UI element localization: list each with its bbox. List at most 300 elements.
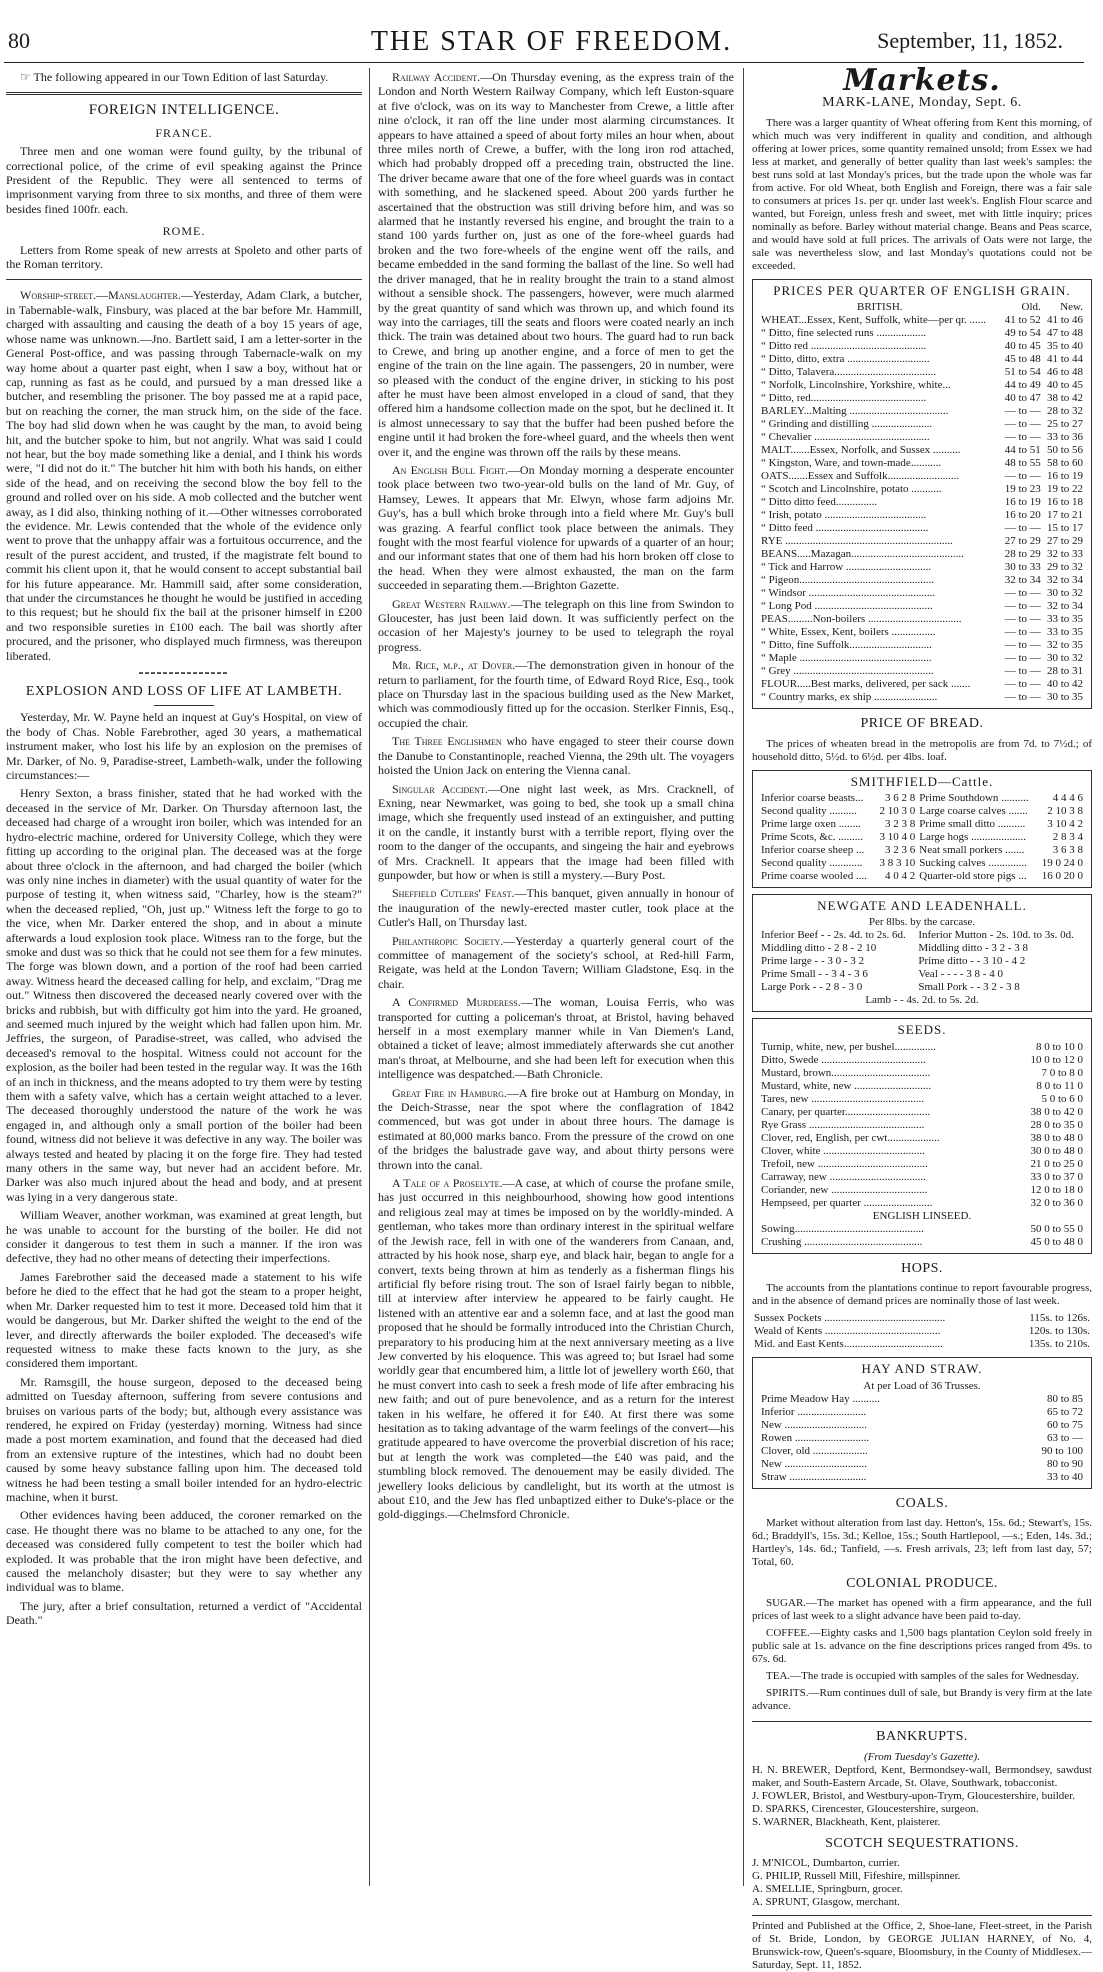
table-cell: Inferior coarse beasts... xyxy=(761,792,864,805)
table-cell: 41 to 52 xyxy=(1004,314,1041,327)
table-cell: Ditto, Swede ...................................... xyxy=(761,1053,926,1066)
table-cell: 28 to 32 xyxy=(1046,405,1083,418)
table-cell: Rye Grass .......................................... xyxy=(761,1118,925,1131)
table-cell: PEAS.........Non-boilers .................................. xyxy=(761,613,962,626)
table-row xyxy=(759,574,1085,587)
table-cell: 80 to 85 xyxy=(1046,1392,1083,1405)
table-row xyxy=(759,1054,1085,1067)
table-row xyxy=(752,1312,1092,1325)
table-row xyxy=(759,691,1085,704)
table-cell: 41 to 44 xyxy=(1046,353,1083,366)
article-paragraph: SUGAR.—The market has opened with a firm appearance, and the full prices of last week to a slight advance have been paid to-day. xyxy=(752,1597,1092,1623)
list-item: D. SPARKS, Cirencester, Gloucestershire, surgeon. xyxy=(752,1802,979,1815)
table-cell: “ Ditto, red.......................................... xyxy=(761,392,927,405)
table-cell: 28 to 31 xyxy=(1046,665,1083,678)
section-heading: EXPLOSION AND LOSS OF LIFE AT LAMBETH. xyxy=(25,684,343,700)
table-row xyxy=(759,1458,1085,1471)
newgate-rows xyxy=(759,929,1085,994)
table-cell: Hempseed, per quarter ......................... xyxy=(761,1196,933,1209)
table-row xyxy=(759,1132,1085,1145)
table-cell: 50 0 to 55 0 xyxy=(1030,1222,1083,1235)
article-paragraph: SPIRITS.—Rum continues dull of sale, but Brandy is very firm at the late advance. xyxy=(752,1687,1092,1713)
table-cell: — to — xyxy=(1004,639,1041,652)
hay-table xyxy=(759,1393,1085,1484)
table-cell: 46 to 48 xyxy=(1046,366,1083,379)
article-paragraph: Yesterday, Mr. W. Payne held an inquest at Guy's Hospital, on view of the body of Chas. Noble Farebrother, aged 30 years, a mathematical instrument maker, who lost his life by an explosion on the premises of Mr. Darker, of No. 9, Paradise-street, Lambeth-walk, under the following circumstances:— xyxy=(6,710,362,783)
column-2 xyxy=(378,70,734,1526)
table-row xyxy=(759,561,1085,574)
table-row xyxy=(759,1158,1085,1171)
table-cell: Prime small ditto .......... xyxy=(919,818,1026,831)
table-cell: “ White, Essex, Kent, boilers ................ xyxy=(761,626,936,639)
box-heading: SMITHFIELD—Cattle. xyxy=(850,773,994,789)
table-row xyxy=(759,392,1085,405)
table-cell: 8 0 to 11 0 xyxy=(1036,1079,1083,1092)
table-cell: OATS.......Essex and Suffolk.......................... xyxy=(761,470,960,483)
table-cell: Canary, per quarter............................... xyxy=(761,1105,931,1118)
article-paragraph xyxy=(378,934,734,992)
linseed-table xyxy=(759,1223,1085,1249)
table-cell: 12 0 to 18 0 xyxy=(1030,1183,1083,1196)
list-item: A. SPRUNT, Glasgow, merchant. xyxy=(752,1896,900,1909)
table-row xyxy=(759,870,1085,883)
table-cell: 49 to 54 xyxy=(1004,327,1041,340)
table-cell: Neat small porkers ....... xyxy=(919,844,1025,857)
article-body: —A case, at which of course the profane smile, has just occurred in this neighbourhood, showing how good intentions and religious zeal may at times be imposed on by the worldly-minded. A gentleman, who takes more than ordinary interest in the spiritual welfare of the Jewish race, fell in with one of the wanderers from Canaan, and, attracted by his hook nose, sharp eye, and black hair, began to angle for a convert, texts being thrown at him as tenderly as a fisherman flings his artificial fly before rising trout. The son of Israel fairly began to nibble, till at interview after interview he appeared to be fairly caught. He listened with an attentive ear and a solemn face, and at last the good man proposed that he should be formally introduced into the Christian Church, preparatory to his producing him at the next anniversary meeting as a live Jew converted by his eloquence. This was agreed to; but Israel had some worldly gear that encumbered him, a little lot of jewellery worth £60, that he must convert into cash to seek a fresh mode of life after embracing his new faith; and out of pure benevolence, and as a return for the interest taken in his welfare, he offered it for £40. At first there was some hesitation as to taking advantage of the warm feelings of the convert—his gratitude appeared to have overcome the proverbial discretion of his race; but at length the work was completed—the £40 was paid, and the stumbling block removed. The denouement may be easily divided. The jewellery looks delicious by candlelight, but its worth at the utmost is about £10, and the Jew has fled unbaptized either to Duke's-place or the gold-diggings.—Chelmsford Chronicle. xyxy=(378,1176,734,1522)
table-cell: 41 to 46 xyxy=(1046,314,1083,327)
table-row xyxy=(752,1325,1092,1338)
table-row xyxy=(759,522,1085,535)
table-cell: 80 to 90 xyxy=(1046,1457,1083,1470)
table-cell: Large coarse calves ....... xyxy=(919,805,1028,818)
table-cell: “ Ditto, fine Suffolk.............................. xyxy=(761,639,932,652)
box-subheading: ENGLISH LINSEED. xyxy=(872,1209,972,1222)
table-row xyxy=(759,548,1085,561)
table-cell: “ Grinding and distilling ...................... xyxy=(761,418,933,431)
table-row xyxy=(759,665,1085,678)
table-row xyxy=(759,942,1085,955)
table-row xyxy=(759,457,1085,470)
divider xyxy=(154,705,214,706)
table-cell: Coriander, new ................................... xyxy=(761,1183,928,1196)
article-paragraph: Henry Sexton, a brass finisher, stated that he had worked with the deceased in the service of Mr. Darker. On Thursday afternoon last, the deceased had charge of a wrought iron boiler, which was intended for an hydro-electric machine, ordered for University College, which they were fitting up according to the original plan. The deceased was at the forge about three o'clock in the afternoon, and had charged the boiler (which was only nine inches in diameter) with the usual quantity of water for the purpose of testing it, when witness said, "Charley, how is the steam?" when the deceased replied, "Oh, just up." Witness left the forge to go to the vice, when Mr. Darker entered the shop, and in about a minute afterwards a loud explosion took place. Witness ran to the forge, but the smoke and dust was so thick that he could not see them for a few minutes. The forge was blown down, and a portion of the roof had been carried away. Witness heard the deceased calling for help, and exclaim, "Drag me out." Witness then discovered the deceased nearly covered over with the bricks and rubbish, but with difficulty got him into the yard. He groaned, and seemed much injured by the weight which had fallen upon him. Mr. Jeffries, the surgeon, of Paradise-street, was called, who advised the deceased's removal to the hospital. Witness could not account for the explosion, as the boiler had been tested in the regular way. It was the 16th of an inch in thickness, and the means adopted to try them were by testing them with a safety valve, which has a certain weight attached to a lever. The deceased thoroughly understood the nature of the work he was engaged in, and although only a small portion of the boiler had been found, witness did not believe it was defective in any way. The boiler was always tested and heated by placing it on the forge fire. They had tested many others in the same way, but never had an accident before. Mr. Darker was also much injured about the head and body, and at present was lying in a very dangerous state. xyxy=(6,786,362,1204)
table-cell: 33 to 35 xyxy=(1046,613,1083,626)
table-cell: — to — xyxy=(1004,691,1041,704)
section-heading: PRICE OF BREAD. xyxy=(860,716,984,732)
section-heading: COALS. xyxy=(895,1495,949,1511)
table-row xyxy=(759,1223,1085,1236)
table-row xyxy=(759,1445,1085,1458)
article-paragraph xyxy=(378,1176,734,1522)
hops-rows xyxy=(752,1312,1092,1351)
table-cell: “ Kingston, Ware, and town-made........... xyxy=(761,457,942,470)
table-cell: 33 to 35 xyxy=(1046,626,1083,639)
table-row xyxy=(759,968,1085,981)
table-cell: “ Norfolk, Lincolnshire, Yorkshire, white... xyxy=(761,379,951,392)
article-body: who have engaged to steer their course down the Danube to Constantinople, reached Vienna, the 29th ult. The voyagers hoisted the Union Jack on entering the Vienna canal. xyxy=(378,734,734,778)
table-cell: 3 8 3 10 xyxy=(879,857,916,870)
hay-rows xyxy=(759,1393,1085,1484)
section-heading: HOPS. xyxy=(901,1260,943,1276)
table-row xyxy=(759,639,1085,652)
table-row xyxy=(759,327,1085,340)
table-cell: Prime Meadow Hay .......... xyxy=(761,1392,880,1405)
table-cell: Inferior Mutton - 2s. 10d. to 3s. 0d. xyxy=(918,929,1074,942)
table-cell: New .............................. xyxy=(761,1457,868,1470)
article-body: —One night last week, as Mrs. Cracknell, of Exning, near Newmarket, was going to bed, she took up a small china image, which she frequently used instead of an extinguisher, and putting it on the candle, it instantly burst with a terrible report, flying over the room to the danger of the occupants, and singeing the hair and eyebrows of Mrs. Cracknell. It appears that the image had been filled with gunpowder, but how or when is still a mystery.—Bury Post. xyxy=(378,781,734,882)
newspaper-title: THE STAR OF FREEDOM. xyxy=(370,26,733,57)
table-cell: 10 0 to 12 0 xyxy=(1030,1053,1083,1066)
table-cell: Sowing............................................... xyxy=(761,1222,924,1235)
article-paragraph: The accounts from the plantations continue to report favourable progress, and in the absence of demand prices are nominally those of last week. xyxy=(752,1282,1092,1308)
seeds-box xyxy=(752,1018,1092,1253)
subheading: FRANCE. xyxy=(155,125,213,140)
table-row xyxy=(759,535,1085,548)
table-row xyxy=(759,379,1085,392)
table-row xyxy=(759,981,1085,994)
article-paragraph: Market without alteration from last day. Hetton's, 15s. 6d.; Stewart's, 15s. 6d.; Braddyll's, 15s. 3d.; Kelloe, 15s.; South Hartlepool, —s.; Eden, 14s. 3d.; Hartley's, 14s. 6d.; Tanfield, —s. Fresh arrivals, 23; left from last day, 57; Total, 60. xyxy=(752,1517,1092,1569)
article-paragraph: William Weaver, another workman, was examined at great length, but he was unable to account for the bursting of the boiler. He did not consider it dangerous to test them in such a manner. If the iron was defective, they had no other means of detecting their imperfections. xyxy=(6,1208,362,1266)
table-cell: — to — xyxy=(1004,613,1041,626)
table-row xyxy=(759,818,1085,831)
table-cell: 25 to 27 xyxy=(1046,418,1083,431)
article-paragraph: James Farebrother said the deceased made a statement to his wife before he died to the effect that he had got the steam to a proper height, when Mr. Darker requested him to test it more. Deceased told him that it would be dangerous, but Mr. Darker shifted the weight to the end of the lever, and directly afterwards the boiler exploded. The deceased's wife requested witness to make these facts known to the jury, as she considered them important. xyxy=(6,1269,362,1371)
table-cell: 65 to 72 xyxy=(1046,1405,1083,1418)
table-cell: Clover, red, English, per cwt................... xyxy=(761,1131,940,1144)
table-cell: 28 to 29 xyxy=(1004,548,1041,561)
table-cell: Mustard, brown.................................... xyxy=(761,1066,931,1079)
table-row xyxy=(759,1080,1085,1093)
seeds-rows xyxy=(759,1041,1085,1210)
article-lead: Philanthropic Society. xyxy=(392,933,504,948)
table-row xyxy=(759,418,1085,431)
lamb-price: Lamb - - 4s. 2d. to 5s. 2d. xyxy=(865,994,979,1007)
markets-title: Markets. xyxy=(843,63,1001,98)
table-row xyxy=(759,1471,1085,1484)
table-cell: BEANS.....Mazagan......................................... xyxy=(761,548,964,561)
table-cell: “ Ditto ditto feed............... xyxy=(761,496,878,509)
box-heading: NEWGATE AND LEADENHALL. xyxy=(817,898,1027,914)
table-cell: 63 to — xyxy=(1046,1431,1083,1444)
table-cell: 30 to 35 xyxy=(1046,691,1083,704)
table-cell: 32 to 33 xyxy=(1046,548,1083,561)
article-lead: Great Western Railway. xyxy=(392,596,511,611)
article-paragraph xyxy=(378,734,734,777)
article-paragraph xyxy=(378,658,734,730)
table-cell: 16 to 20 xyxy=(1004,509,1041,522)
table-cell: Weald of Kents .......................................... xyxy=(754,1325,941,1338)
article-body: —The woman, Louisa Ferris, who was transported for cutting a policeman's throat, at Bristol, having behaved herself in a most exemplary manner while in Van Diemen's Land, obtained a ticket of leave; almost immediately afterwards she cut another man's throat, at Melbourne, and she had been left for execution when this intelligence was despatched.—Bath Chronicle. xyxy=(378,995,735,1082)
table-cell: 2 10 3 0 xyxy=(879,805,916,818)
table-cell: “ Scotch and Lincolnshire, potato ........... xyxy=(761,483,942,496)
table-row xyxy=(759,613,1085,626)
subheading: ROME. xyxy=(162,224,206,239)
table-cell: 15 to 17 xyxy=(1046,522,1083,535)
grain-prices-box xyxy=(752,279,1092,709)
table-cell: BARLEY...Malting .................................... xyxy=(761,405,949,418)
table-cell: Prime large oxen ........ xyxy=(761,818,861,831)
table-cell: 4 0 4 2 xyxy=(885,870,916,883)
table-cell: New .............................. xyxy=(761,1418,868,1431)
table-cell: Tares, new ......................................... xyxy=(761,1092,924,1105)
table-cell: Inferior Beef - - 2s. 4d. to 2s. 6d. xyxy=(761,929,906,942)
hay-box xyxy=(752,1357,1092,1488)
table-row xyxy=(759,1106,1085,1119)
article-body: —The telegraph on this line from Swindon to Gloucester, has just been laid down. It was sufficiently perfect on the occasion of her Majesty's journey to be used to telegraph the royal progress. xyxy=(378,596,734,654)
table-cell: 29 to 32 xyxy=(1046,561,1083,574)
table-cell: “ Maple ................................................ xyxy=(761,652,932,665)
article-paragraph: Three men and one woman were found guilty, by the tribunal of correctional police, of the crime of evil speaking against the Prince President of the Republic. They were all sentenced to terms of imprisonment varying from three to six months, and three of them were besides fined 100fr. each. xyxy=(6,144,362,216)
article-paragraph: The prices of wheaten bread in the metropolis are from 7d. to 7½d.; of household ditto, 5½d. to 6½d. per 4lbs. loaf. xyxy=(752,737,1092,763)
table-cell: 19 to 22 xyxy=(1046,483,1083,496)
box-heading: PRICES PER QUARTER OF ENGLISH GRAIN. xyxy=(773,282,1071,298)
table-cell: Inferior coarse sheep ... xyxy=(761,844,865,857)
table-cell: Straw ............................ xyxy=(761,1470,867,1483)
table-cell: Veal - - - - 3 8 - 4 0 xyxy=(918,968,1003,981)
list-item: G. PHILIP, Russell Mill, Fifeshire, millspinner. xyxy=(752,1870,961,1883)
table-cell: 17 to 21 xyxy=(1046,509,1083,522)
article-body: —A fire broke out at Hamburg on Monday, in the Deich-Strasse, near the spot where the conflagration of 1842 commenced, but was got under in about three hours. The damage is estimated at 80,000 marks banco. From the pressure of the crowd on one of the bridges the balustrade gave way, and about thirty persons were thrown into the canal. xyxy=(378,1085,734,1172)
article-body: —The demonstration given in honour of the return to parliament, for the fourth time, of Edward Royd Rice, Esq., took place on Thursday last in the spacious building used as the New Market, which was commodiously fitted up for the occasion. Sterlker Finnis, Esq., occupied the chair. xyxy=(378,658,734,730)
table-cell: 45 to 48 xyxy=(1004,353,1041,366)
table-row xyxy=(752,1338,1092,1351)
table-row xyxy=(759,1236,1085,1249)
table-cell: Sussex Pockets ............................................ xyxy=(754,1312,946,1325)
table-cell: — to — xyxy=(1004,418,1041,431)
table-row xyxy=(759,444,1085,457)
article-paragraph: Letters from Rome speak of new arrests at Spoleto and other parts of the Roman territory. xyxy=(6,242,362,272)
table-cell: 60 to 75 xyxy=(1046,1418,1083,1431)
table-cell: 45 0 to 48 0 xyxy=(1030,1235,1083,1248)
table-cell: 30 0 to 48 0 xyxy=(1030,1144,1083,1157)
table-row xyxy=(759,1184,1085,1197)
table-cell: — to — xyxy=(1004,587,1041,600)
table-row xyxy=(759,1093,1085,1106)
table-row xyxy=(759,366,1085,379)
table-row xyxy=(759,955,1085,968)
table-cell: “ Pigeon................................................. xyxy=(761,574,934,587)
bankrupts-list xyxy=(752,1764,1092,1829)
table-row xyxy=(759,678,1085,691)
article-paragraph xyxy=(378,597,734,655)
table-cell: — to — xyxy=(1004,652,1041,665)
newgate-table xyxy=(759,929,1085,994)
article-lead: Worship-street.—Manslaughter. xyxy=(20,288,181,303)
article-body: —This banquet, given annually in honour of the inauguration of the newly-erected master cutler, took place at the Cutler's Hall, on Thursday last. xyxy=(378,886,734,930)
table-cell: 16 to 19 xyxy=(1004,496,1041,509)
table-cell: Second quality ............ xyxy=(761,857,863,870)
table-row xyxy=(759,483,1085,496)
table-cell: Clover, white ..................................... xyxy=(761,1144,925,1157)
table-row xyxy=(759,1041,1085,1054)
article-lead: Singular Accident. xyxy=(392,781,488,796)
table-cell: 7 0 to 8 0 xyxy=(1041,1066,1083,1079)
masthead xyxy=(0,0,1103,60)
table-cell: 47 to 48 xyxy=(1046,327,1083,340)
table-cell: 30 to 32 xyxy=(1046,587,1083,600)
table-cell: 3 2 3 8 xyxy=(885,818,916,831)
table-cell: “ Ditto, Talavera..................................... xyxy=(761,366,936,379)
table-cell: 19 0 24 0 xyxy=(1041,857,1083,870)
table-cell: 2 8 3 4 xyxy=(1052,831,1083,844)
table-cell: 50 to 56 xyxy=(1046,444,1083,457)
article-paragraph: Mr. Ramsgill, the house surgeon, deposed to the deceased being admitted on Tuesday afternoon, suffering from severe contusions and bruises on various parts of the body; but, although every assistance was rendered, he expired on Friday (yesterday) morning. Witness had since made a post mortem examination, and found that the deceased had died from an extensive rupture of the intestines, which had no doubt been caused by some heavy substance falling upon him. The deceased told witness he had been testing a small boiler intended for an hydro-electric machine, when it burst. xyxy=(6,1374,362,1504)
article-body: —On Thursday evening, as the express train of the London and North Western Railway Company, which left Euston-square at five o'clock, was on its way to Manchester from Crewe, a little after nine o'clock, it ran off the line under most alarming circumstances. It appears to have attained a speed of about forty miles an hour when, about three miles north of Crewe, a buffer, with the long iron rod attached, which had probably dropped off a preceding train, obstructed the line. The driver became aware that one of the fore wheel guards was in contact with something, and he slackened speed. About 200 yards further he ascertained that the obstruction was still driving before him, and was so alarmed that he instantly reversed his engine, and brought the train to a stand 100 yards further on, just as one of the fore-wheel guards had broken and the two fore-wheels of the engine went off the rails, and became embedded in the sand forming the ballast of the line. So well had the driver managed, that he in reality brought the train to a stand almost without a sensible shock. The passengers, however, were much alarmed by the great quantity of sand which was thrown up, and which found its way into the carriages, till the seats and floors were coated nearly an inch thick. The train was detained about two hours. The guard had to run back to Crewe, and bring up another engine, and a force of men to get the engine of the train on the line again. The passengers, 20 in number, were so pleased with the conduct of the engine driver, in sticking to his post after he must have been almost enveloped in a cloud of sand, that they offered him a handsome collection made on the spot, but he declined it. It is almost unnecessary to say that the buffer had been pushed before the engine until it had broken the fore-wheel guard, and the wheels then went over it, and the engine was thrown off the rails by these means. xyxy=(378,70,734,459)
column-divider xyxy=(743,68,744,1886)
table-cell: Inferior ......................... xyxy=(761,1405,867,1418)
table-cell: MALT.......Essex, Norfolk, and Sussex .......... xyxy=(761,444,961,457)
table-cell: 48 to 55 xyxy=(1004,457,1041,470)
table-row xyxy=(759,626,1085,639)
hops-table xyxy=(752,1312,1092,1351)
table-cell: 16 0 20 0 xyxy=(1041,870,1083,883)
table-row xyxy=(759,1119,1085,1132)
table-cell: Rowen ........................... xyxy=(761,1431,870,1444)
table-cell: 16 to 18 xyxy=(1046,496,1083,509)
table-cell: Sucking calves .............. xyxy=(919,857,1027,870)
box-subheading: (From Tuesday's Gazette). xyxy=(864,1750,980,1763)
table-cell: FLOUR.....Best marks, delivered, per sack ....... xyxy=(761,678,971,691)
table-row xyxy=(759,844,1085,857)
article-paragraph xyxy=(378,463,734,593)
table-cell: “ Windsor .............................................. xyxy=(761,587,936,600)
table-cell: 2 10 3 8 xyxy=(1047,805,1083,818)
table-cell: 58 to 60 xyxy=(1046,457,1083,470)
table-cell: 28 0 to 35 0 xyxy=(1030,1118,1083,1131)
table-cell: 27 to 29 xyxy=(1046,535,1083,548)
divider xyxy=(752,1721,1092,1722)
grain-rows xyxy=(759,314,1085,704)
smithfield-table xyxy=(759,792,1085,883)
table-cell: 3 10 4 2 xyxy=(1047,818,1083,831)
table-cell: 120s. to 130s. xyxy=(1028,1325,1090,1338)
table-cell: 32 to 35 xyxy=(1046,639,1083,652)
table-cell: Small Pork - - 3 2 - 3 8 xyxy=(918,981,1020,994)
table-row xyxy=(759,1171,1085,1184)
section-heading: FOREIGN INTELLIGENCE. xyxy=(88,102,280,119)
list-item: S. WARNER, Blackheath, Kent, plaisterer. xyxy=(752,1815,941,1828)
table-cell: Turnip, white, new, per bushel............... xyxy=(761,1040,936,1053)
table-cell: — to — xyxy=(1004,470,1041,483)
table-cell: 40 to 45 xyxy=(1046,379,1083,392)
table-cell: — to — xyxy=(1004,665,1041,678)
table-cell: 27 to 29 xyxy=(1004,535,1041,548)
list-item: A. SMELLIE, Springburn, grocer. xyxy=(752,1883,903,1896)
article-lead: Mr. Rice, m.p., at Dover. xyxy=(392,658,516,673)
table-cell: 38 0 to 48 0 xyxy=(1030,1131,1083,1144)
table-cell: 32 to 34 xyxy=(1046,574,1083,587)
table-cell: “ Chevalier .......................................... xyxy=(761,431,930,444)
table-cell: 32 to 34 xyxy=(1046,600,1083,613)
table-cell: 30 to 33 xyxy=(1004,561,1041,574)
table-cell: “ Ditto feed ......................................... xyxy=(761,522,929,535)
section-heading: MARK-LANE, Monday, Sept. 6. xyxy=(822,95,1022,111)
table-row xyxy=(759,340,1085,353)
list-item: J. M'NICOL, Dumbarton, currier. xyxy=(752,1857,900,1870)
table-row xyxy=(759,314,1085,327)
table-row xyxy=(759,1197,1085,1210)
table-row xyxy=(759,431,1085,444)
article-paragraph xyxy=(6,288,362,663)
table-cell: Quarter-old store pigs ... xyxy=(919,870,1027,883)
table-cell: Carraway, new ................................... xyxy=(761,1170,926,1183)
table-row xyxy=(759,805,1085,818)
table-cell: — to — xyxy=(1004,678,1041,691)
table-row xyxy=(759,1067,1085,1080)
table-cell: 4 4 4 6 xyxy=(1052,792,1083,805)
table-row xyxy=(759,1419,1085,1432)
article-paragraph xyxy=(378,782,734,883)
table-cell: 44 to 51 xyxy=(1004,444,1041,457)
table-row xyxy=(759,1393,1085,1406)
table-cell: Mustard, white, new ............................ xyxy=(761,1079,932,1092)
table-cell: Prime ditto - - 3 10 - 4 2 xyxy=(918,955,1026,968)
table-cell: 33 to 36 xyxy=(1046,431,1083,444)
section-heading: COLONIAL PRODUCE. xyxy=(846,1576,998,1592)
town-edition-notice: ☞ The following appeared in our Town Edition of last Saturday. xyxy=(20,70,329,84)
table-cell: 30 to 32 xyxy=(1046,652,1083,665)
section-heading: BANKRUPTS. xyxy=(876,1729,968,1745)
article-lead: A Confirmed Murderess. xyxy=(392,995,521,1010)
table-cell: “ Ditto, fine selected runs .................. xyxy=(761,327,926,340)
list-item: H. N. BREWER, Deptford, Kent, Bermondsey-wall, Bermondsey, sawdust maker, and South-Eastern Arcade, St. Olave, Southwark, tobacconist. xyxy=(752,1763,1092,1789)
table-cell: “ Ditto, ditto, extra .............................. xyxy=(761,353,930,366)
table-cell: 115s. to 126s. xyxy=(1029,1312,1090,1325)
table-row xyxy=(759,470,1085,483)
table-cell: — to — xyxy=(1004,626,1041,639)
table-cell: 32 0 to 36 0 xyxy=(1030,1196,1083,1209)
table-row xyxy=(759,1145,1085,1158)
box-subheading: At per Load of 36 Trusses. xyxy=(863,1379,981,1392)
table-row xyxy=(759,652,1085,665)
column-header: Old. xyxy=(1021,301,1041,314)
table-cell: 38 0 to 42 0 xyxy=(1030,1105,1083,1118)
seeds-table xyxy=(759,1041,1085,1210)
table-cell: 51 to 54 xyxy=(1004,366,1041,379)
box-subheading: Per 8lbs. by the carcase. xyxy=(868,916,976,929)
issue-date: September, 11, 1852. xyxy=(877,28,1063,53)
table-cell: Prime Southdown .......... xyxy=(919,792,1029,805)
table-cell: WHEAT...Essex, Kent, Suffolk, white—per qr. ...... xyxy=(761,314,987,327)
column-divider xyxy=(369,68,370,1886)
table-cell: — to — xyxy=(1004,600,1041,613)
table-cell: 33 0 to 37 0 xyxy=(1030,1170,1083,1183)
table-cell: 3 10 4 0 xyxy=(879,831,916,844)
table-row xyxy=(759,792,1085,805)
table-header-row xyxy=(759,301,1085,314)
table-cell: “ Tick and Harrow ............................... xyxy=(761,561,932,574)
article-lead: Great Fire in Hamburg. xyxy=(392,1085,507,1100)
table-cell: 8 0 to 10 0 xyxy=(1035,1040,1083,1053)
table-row xyxy=(759,831,1085,844)
imprint: Printed and Published at the Office, 2, Shoe-lane, Fleet-street, in the Parish of St. Bride, London, by GEORGE JULIAN HARNEY, of No. 4, Brunswick-row, Queen's-square, Bloomsbury, in the County of Middlesex.—Saturday, Sept. 11, 1852. xyxy=(752,1915,1092,1972)
article-paragraph xyxy=(378,886,734,929)
table-cell: 33 to 40 xyxy=(1046,1470,1083,1483)
table-cell: Mid. and East Kents.................................... xyxy=(754,1338,943,1351)
column-1 xyxy=(6,70,362,1632)
table-cell: 32 to 34 xyxy=(1004,574,1041,587)
table-row xyxy=(759,496,1085,509)
table-cell: Middling ditto - 2 8 - 2 10 xyxy=(761,942,877,955)
table-cell: 21 0 to 25 0 xyxy=(1030,1157,1083,1170)
article-body: —Yesterday, Adam Clark, a butcher, in Tabernable-walk, Finsbury, was placed at the bar before Mr. Hammill, charged with assaulting and causing the death of a boy 15 years of age, whose name was unknown.—Jno. Bartlett said, I am a letter-sorter in the General Post-office, and was passing through Tabernacle-walk on my way home about a quarter past eight, when I saw a boy, without hat or cap, running as fast as he could, and pursued by a man dressed like a butcher, and resembling the prisoner. The boy passed me at a rapid pace, but on reaching the corner, the man struck him, on the side of the face. The boy had slid down when he was caught by the man, to avoid being hit, and the butcher spoke to him, but not angrily. What was said I could not hear, but the boy made something like a denial, and I think his words were, "I did not do it." The butcher hit him with both his hands, on either side of the head, and on receiving the second blow the boy fell to the ground and rolled over on his side. A mob collected and the butcher went away, as I did also, thinking nothing of it.—Other witnesses corroborated the evidence. Mr. Lewis contended that the whole of the evidence only went to prove that the unhappy affair was a fortuitous occurrence, and the result of the purest accident, and trusted, if the magistrate felt bound to commit his client upon it, that he would consent to accept substantial bail for his future appearance. Mr. Hammill said, after some consideration, that under the circumstances he thought he would be justified in acceding to this request; but he should fix the bail at the prisoner himself in £200 and two responsible sureties in £100 each. The bail was shortly after procured, and the prisoner, who displayed much firmness, was thereupon liberated. xyxy=(6,288,362,663)
table-cell: 3 6 3 8 xyxy=(1052,844,1083,857)
article-paragraph xyxy=(378,1086,734,1172)
article-paragraph: The jury, after a brief consultation, returned a verdict of "Accidental Death." xyxy=(6,1598,362,1628)
table-cell: 35 to 40 xyxy=(1046,340,1083,353)
article-paragraph: There was a larger quantity of Wheat offering from Kent this morning, of which much was very indifferent in quality and condition, and although offering at lower prices, some quantity remained unsold; from Essex we had less at market, and generally of better quality than last week's samples: the best runs sold at last Monday's prices, but the trade upon the whole was far from active. For old Wheat, both English and Foreign, there was a fair sale to consumers at prices 1s. per qr. under last week's. English Flour scarce and wanted, but Foreign, unless fresh and sweet, met with little inquiry; prices nominally as before. Barley without material change. Beans and Peas scarce, and would have sold at full prices. The arrivals of Oats were not large, the sale was nevertheless slow, and last Monday's quotations could not be exceeded. xyxy=(752,116,1092,272)
table-subheading: BRITISH. xyxy=(856,301,903,314)
